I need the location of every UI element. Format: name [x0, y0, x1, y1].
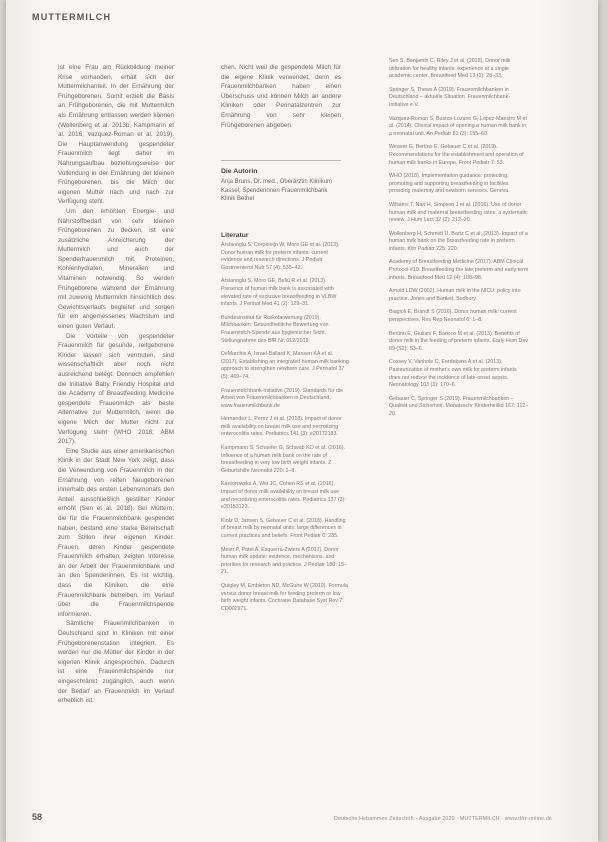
- author-text: Anja Bruns, Dr. med., Oberärztin Klinikum Kassel, Spenderinnen Frauenmilchbank Klinik Bethel: [221, 179, 333, 202]
- page-footer: [32, 812, 552, 822]
- paragraph: Ist eine Frau am Rückbildung meiner Krise vorhanden, erhält sich der Muttermilchanteil. In der Ernährung der Frühgeborenen. Somit erzielt die Basis an Frühgeborenen, die mit Muttermilch als Ernährung entlassen werden können (Wollenberg et al. 2013b; Kampmann et al. 2016; Vazquez-Roman et al. 2019). Die Hauptanwendung gespendeter Frauenmilch liegt daher im Nahrungsaufbau beziehungsweise der Vollendung in der Ernährung der kleinen Frühgeborenen, bis die Milch der eigenen Mutter nach und nach zur Verfügung steht.: [58, 64, 174, 206]
- section-header: MUTTERMILCH: [32, 12, 112, 22]
- reference-item: Bundesinstitut für Risikobewertung (2019). Milchbanken: Gesundheitliche Bewertung von Frauenmilch-Spende aus hygienischer Sicht. Stellungnahme des BfR Nr. 012/2019.: [221, 314, 329, 344]
- reference-item: Arslanoglu S, Corpeleijn W, Moro GE et al. (2013). Donor human milk for preterm infants: current evidence and research directions. J Pediatr Gastroenterol Nutr 57 (4): 535–42.: [221, 242, 340, 271]
- reference-item: Weaver G, Bertino E, Gebauer C et al. (2019). Recommendations for the establishment and operation of human milk banks in Europe. Front Pediatr 7: 53.: [389, 144, 524, 166]
- body-column-2: [221, 63, 341, 163]
- reference-item: Meier P, Patel A, Esquerra-Zwiers A (2017). Donor human milk update: evidence, mechanisms, and priorities for research and practice. J Pediatr 180: 15–21.: [221, 546, 348, 576]
- references-column-2: [221, 242, 349, 817]
- reference-item: Bertino E, Giuliani F, Baricco M et al. (2013). Benefits of donor milk in the feeding of preterm infants. Early Hum Dev 89 (S2): S3–6.: [389, 330, 528, 352]
- reference-item: Academy of Breastfeeding Medicine (2017). ABM Clinical Protocol #10: Breastfeeding the late preterm and early term infants. Breastfeed Med 12 (4): 188–98.: [389, 259, 529, 281]
- reference-item: Kampmann S, Schaefer G, Schwab KO et al. (2016). Influence of a human milk bank on the rate of breastfeeding in very low birth weight infants. Z Geburtshilfe Neonatol 220: 1–8.: [221, 445, 345, 474]
- reference-item: Quigley M, Embleton ND, McGuire W (2019). Formula versus donor breast milk for feeding preterm or low birth weight infants. Cochrane Database Syst Rev 7: CD002971.: [221, 582, 348, 612]
- reference-item: Arnold LDW (2002). Human milk in the NICU: policy into practice. Jones and Bartlett, Sudbury.: [389, 288, 521, 302]
- references-column-3: [389, 58, 529, 820]
- author-heading: Die Autorin: [221, 168, 258, 175]
- reference-item: Cossey V, Vanhole C, Eerdekens A et al. (2013). Pasteurization of mother's own milk for preterm infants does not reduce the incidence of late-onset sepsis. Neonatology 103 (3): 170–6.: [389, 359, 517, 389]
- paragraph: Eine Studie aus einer amerikanischen Klinik in der Stadt New York zeigt, dass die Verwendung von Frauenmilch in der Ernährung von reifen Neugeborenen innerhalb des ersten Lebensmonats den Anteil ausschließlich gestillter Kinder erhöht (Sen et al. 2018). Bei Müttern, die für die Frauenmilchbank gespendet haben, bestand eine starke Bereitschaft zum Stillen ihrer eigenen Kinder. Frauen, deren Kinder gespendete Frauenmilch erhalten, zeigten Interesse an der Arbeit der Frauenmilchbank und an den Spenderinnen. Es ist wichtig, dass die Kliniken, die eine Frauenmilchbank betreiben, im Verlauf über die Frauenmilchspende informieren.: [58, 447, 174, 618]
- journal-info: Deutsche Hebammen Zeitschrift · Ausgabe 2020 · MUTTERMILCH · www.dhz-online.de: [334, 816, 552, 822]
- paragraph: chen. Nicht weil die gespendete Milch für die eigene Klinik verwendet, denn es Frauenmilchbanken haben einen Überschuss und können Milch an andere Kliniken oder Perinatalzentren zur Ernährung von sehr kleinen Frühgeborenen abgeben.: [221, 64, 341, 129]
- body-column-1: [58, 63, 174, 813]
- literature-heading: Literatur: [221, 232, 249, 239]
- reference-item: Springer S, Thews A (2019). Frauenmilchbanken in Deutschland – aktuelle Situation. Frauenmilchbank-Initiative e.V.: [389, 86, 511, 108]
- page-number: 58: [32, 812, 43, 822]
- divider: [221, 160, 341, 161]
- reference-item: Williams T, Nair H, Simpson J et al. (2016). Use of donor human milk and maternal breastfeeding rates: a systematic review. J Hum Lact 32 (2): 212–20.: [389, 201, 528, 224]
- reference-item: Vazquez-Roman S, Bustos-Lozano G, Lopez-Maestro M et al. (2014). Clinical impact of opening a human milk bank in a neonatal unit. An Pediatr 81 (3): 155–60.: [389, 115, 527, 137]
- reference-item: DeMarchis A, Israel-Ballard K, Mansen KA et al. (2017). Establishing an integrated human milk banking approach to strengthen newborn care. J Perinatol 37 (5): 469–74.: [221, 351, 349, 380]
- author-box: [221, 168, 341, 204]
- reference-item: Frauenmilchbank-Initiative (2019). Standards für die Arbeit von Frauenmilchbanken in Deutschland. www.frauenmilchbank.de: [221, 387, 343, 409]
- paragraph: Sämtliche Frauenmilchbanken in Deutschland sind in Kliniken mit einer Frühgeborenenstation integriert. Es werden nur die Mütter der Kinder in der eigenen Klinik angesprochen. Dadurch ist eine Frauenmilchspende nur eingeschränkt zugänglich, auch wenn der Bedarf an Frauenmilch im Verlauf erheblich ist.: [58, 620, 174, 705]
- reference-item: Sen S, Benjamin C, Riley J et al. (2018). Donor milk utilization for healthy infants: experience at a single academic center. Breastfeed Med 13 (1): 28–33.: [389, 58, 511, 80]
- reference-item: Wollenberg H, Schmidt U, Bartz C et al. (2013). Impact of a human milk bank on the breastfeeding rate in preterm infants. Klin Padiatr 225: 220.: [389, 230, 528, 252]
- reference-item: Kantorowska A, Wei JC, Cohen RS et al. (2016). Impact of donor milk availability on breast milk use and necrotizing enterocolitis rates. Pediatrics 137 (3): e20153123.: [221, 481, 346, 511]
- reference-item: Hernandez L, Perez J et al. (2018). Impact of donor milk availability on breast milk use and necrotizing enterocolitis rates. Pediatrics 141 (3): e20172183.: [221, 416, 342, 438]
- paragraph: Die Vorteile von gespendeter Frauenmilch für gesunde, reifgeborene Kinder lassen sich vermuten, sind wissenschaftlich aber noch nicht ausreichend belegt. Dennoch empfehlen die Initiative Baby Friendly Hospital und die Academy of Breastfeeding Medicine gespendete Frauenmilch als beste Alternative zur Muttermilch, wenn die eigene Milch der Mutter nicht zur Verfügung steht (WHO 2018; ABM 2017).: [58, 332, 174, 446]
- reference-item: Arslanoglu S, Moro GE, Bellù R et al. (2013). Presence of human milk bank is associated with elevated rate of exclusive breastfeeding in VLBW infants. J Perinat Med 41 (2): 129–31.: [221, 278, 337, 308]
- reference-item: Klotz D, Jansen S, Gebauer C et al. (2018). Handling of breast milk by neonatal units: large differences in current practices and beliefs. Front Pediatr 6: 235.: [221, 517, 346, 539]
- paragraph: Um den erhöhten Energie- und Nährstoffbedarf von sehr kleinen Frühgeborenen zu decken, ist eine zusätzliche Anreicherung der Muttermilch und auch der Spenderfrauenmilch mit Proteinen, Kohlenhydraten, Mineralien und Vitaminen notwendig. So werden Frühgeborene während der Ernährung mit zuwenig Muttermilch hinsichtlich des Gewichtsverlaufs begleitet und sorgen für ein angemessenes Wachstum und einen guten Verlauf.: [58, 207, 174, 331]
- reference-item: Biagioli E, Brandt S (2016). Donor human milk: current perspectives. Res Rep Neonatol 6: 1–8.: [389, 309, 517, 324]
- reference-item: Gebauer C, Springer S (2019). Frauenmilchbanken – Qualität und Sicherheit. Monatsschr Kinderheilkd 167: 112–20.: [389, 395, 529, 417]
- reference-item: WHO (2018). Implementation guidance: protecting, promoting and supporting breastfeeding in facilities providing maternity and newborn services. Geneva.: [389, 173, 510, 195]
- page-sheet: [6, 0, 598, 842]
